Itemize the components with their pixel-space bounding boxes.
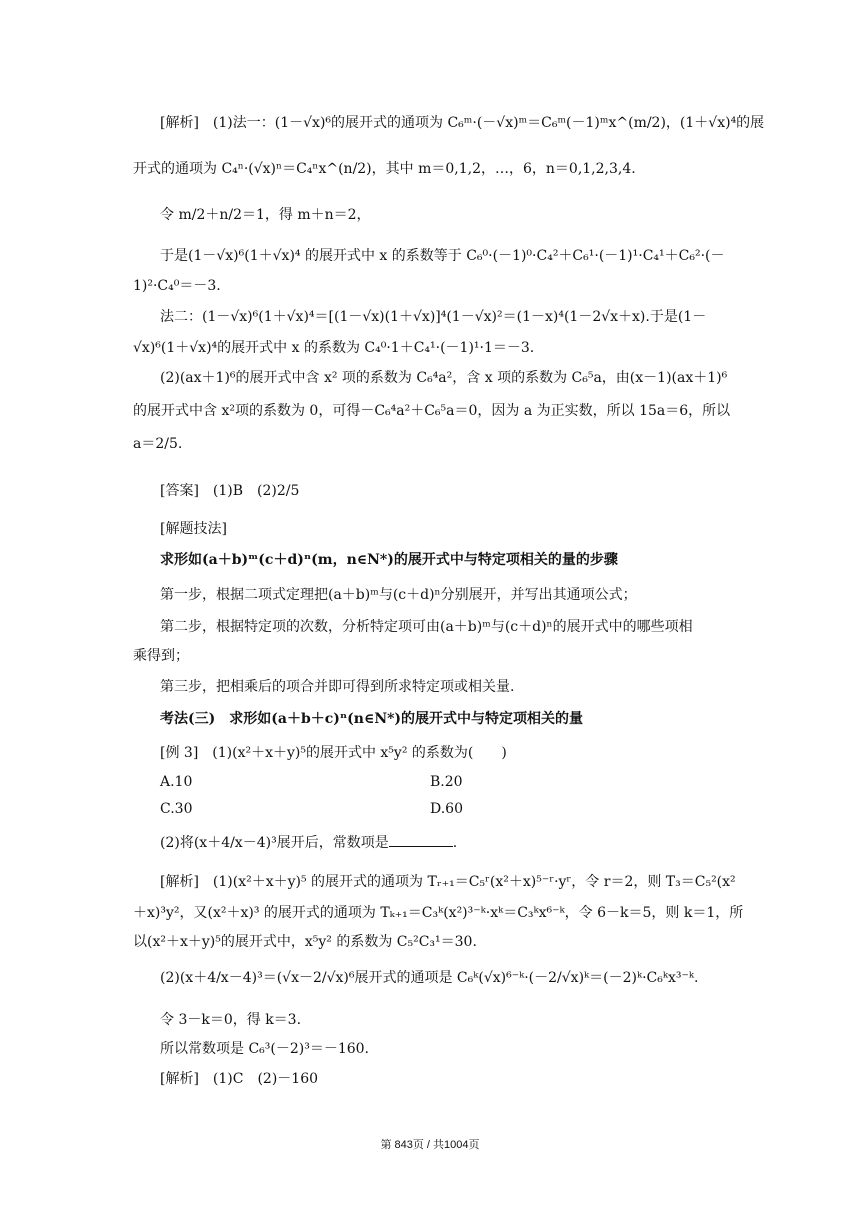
blank-suffix: . <box>452 835 458 851</box>
solution-line: √x)⁶(1＋√x)⁴的展开式中 x 的系数为 C₄⁰·1＋C₄¹·(－1)¹·1＝－3. <box>133 340 535 356</box>
solution-line: 令 m/2＋n/2＝1，得 m＋n＝2， <box>160 207 371 223</box>
option-a: A.10 <box>160 774 193 790</box>
solution-line: 令 3－k＝0，得 k＝3. <box>160 1012 302 1028</box>
solution-line: ＋x)³y²，又(x²＋x)³ 的展开式的通项为 Tₖ₊₁＝C₃ᵏ(x²)³⁻ᵏ·xᵏ＝C₃ᵏx⁶⁻ᵏ，令 6－k＝5，则 k＝1，所 <box>133 905 744 921</box>
step-line: 第三步，把相乘后的项合并即可得到所求特定项或相关量. <box>160 679 515 695</box>
answer-line: [答案] (1)B (2)2/5 <box>160 483 300 499</box>
technique-heading: [解题技法] <box>160 521 227 537</box>
option-d: D.60 <box>430 801 463 817</box>
question-2-text: (2)将(x＋4/x－4)³展开后，常数项是 <box>160 835 389 851</box>
answer-blank <box>389 834 453 847</box>
solution-line: 开式的通项为 C₄ⁿ·(√x)ⁿ＝C₄ⁿx^(n/2)，其中 m＝0,1,2，…，6，n＝0,1,2,3,4. <box>133 161 636 177</box>
option-b: B.20 <box>430 774 463 790</box>
solution-line: (2)(ax＋1)⁶的展开式中含 x² 项的系数为 C₆⁴a²，含 x 项的系数为 C₆⁵a，由(x－1)(ax＋1)⁶ <box>160 370 728 386</box>
method-two-line: 法二：(1－√x)⁶(1＋√x)⁴＝[(1－√x)(1＋√x)]⁴(1－√x)²＝(1－x)⁴(1－2√x＋x).于是(1－ <box>160 309 707 325</box>
solution-line: 的展开式中含 x²项的系数为 0，可得－C₆⁴a²＋C₆⁵a＝0，因为 a 为正实数，所以 15a＝6，所以 <box>133 403 731 419</box>
solution-line: 于是(1－√x)⁶(1＋√x)⁴ 的展开式中 x 的系数等于 C₆⁰·(－1)⁰·C₄²＋C₆¹·(－1)¹·C₄¹＋C₆²·(－ <box>160 248 725 264</box>
solution-line: 所以常数项是 C₆³(－2)³＝－160. <box>160 1041 370 1057</box>
page-footer: 第 843页 / 共1004页 <box>380 1139 480 1151</box>
solution-line: a＝2/5. <box>133 436 183 452</box>
step-line: 乘得到； <box>133 648 189 664</box>
technique-title: 求形如(a＋b)ᵐ(c＋d)ⁿ(m，n∈N*)的展开式中与特定项相关的量的步骤 <box>160 552 618 568</box>
solution-line: 1)²·C₄⁰＝－3. <box>133 278 221 294</box>
step-line: 第二步，根据特定项的次数，分析特定项可由(a＋b)ᵐ与(c＋d)ⁿ的展开式中的哪些项相 <box>160 619 693 635</box>
solution-line: (2)(x＋4/x－4)³＝(√x－2/√x)⁶展开式的通项是 C₆ᵏ(√x)⁶⁻ᵏ·(－2/√x)ᵏ＝(－2)ᵏ·C₆ᵏx³⁻ᵏ. <box>160 970 699 986</box>
example-question-2 <box>160 833 760 853</box>
method-three-title: 考法(三) 求形如(a＋b＋c)ⁿ(n∈N*)的展开式中与特定项相关的量 <box>160 711 584 727</box>
solution-line: [解析] (1)法一：(1－√x)⁶的展开式的通项为 C₆ᵐ·(－√x)ᵐ＝C₆ᵐ(－1)ᵐx^(m/2)，(1＋√x)⁴的展 <box>160 115 765 131</box>
solution-line: [解析] (1)(x²＋x＋y)⁵ 的展开式的通项为 Tᵣ₊₁＝C₅ʳ(x²＋x)⁵⁻ʳ·yʳ，令 r＝2，则 T₃＝C₅²(x² <box>160 874 736 890</box>
solution-line: 以(x²＋x＋y)⁵的展开式中，x⁵y² 的系数为 C₅²C₃¹＝30. <box>133 934 477 950</box>
option-c: C.30 <box>160 801 193 817</box>
answer-line: [解析] (1)C (2)－160 <box>160 1071 319 1087</box>
step-line: 第一步，根据二项式定理把(a＋b)ᵐ与(c＋d)ⁿ分别展开，并写出其通项公式； <box>160 587 637 603</box>
example-question: [例 3] (1)(x²＋x＋y)⁵的展开式中 x⁵y² 的系数为( ) <box>160 745 507 761</box>
